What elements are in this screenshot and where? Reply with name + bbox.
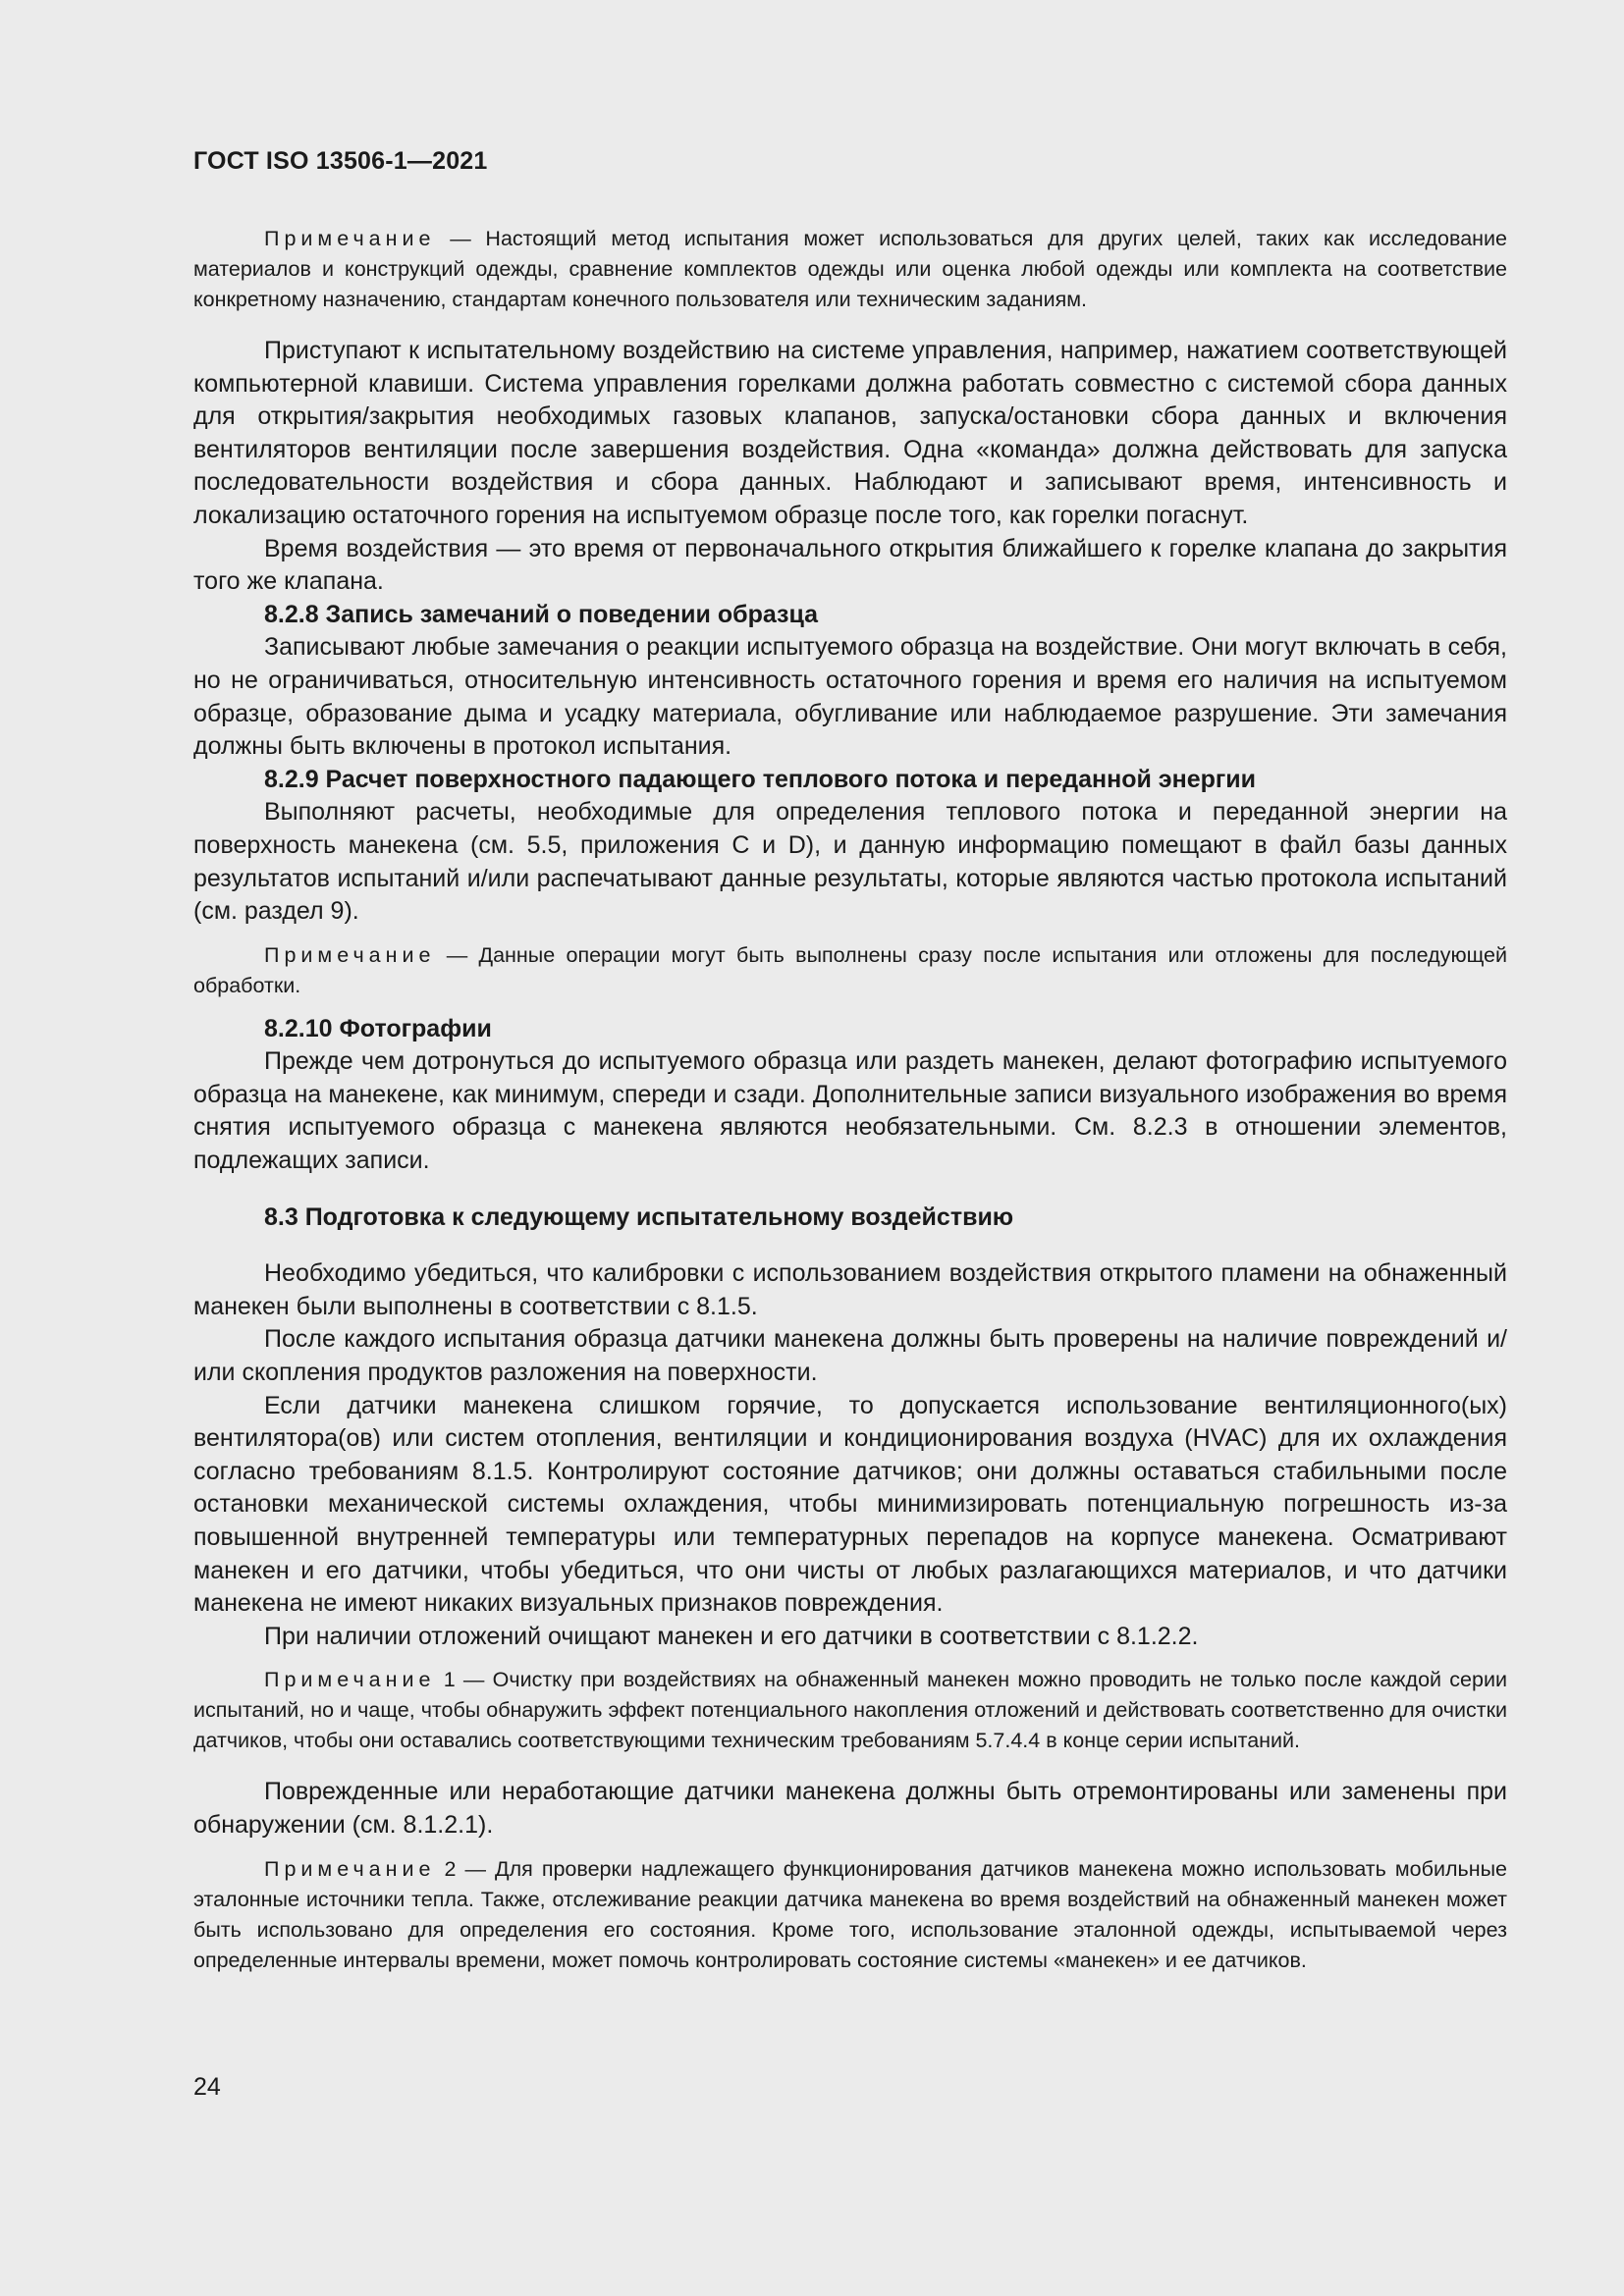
note-paragraph — [193, 224, 1507, 315]
note-label: Примечание — [264, 227, 436, 250]
section-heading-8-2-10: 8.2.10 Фотографии — [264, 1014, 492, 1042]
note-paragraph — [193, 940, 1507, 1001]
section-heading-8-2-8: 8.2.8 Запись замечаний о поведении образца — [264, 600, 819, 628]
note-text: 2 — Для проверки надлежащего функционирования датчиков манекена можно использовать мобильные эталонные источники тепла. Также, отслеживание реакции датчика манекена во время воздействий на обнаженный манекен может быть использовано для определения его состояния. Кроме того, использование эталонной одежды, испытываемой через определенные интервалы времени, может помочь контролировать состояние системы «манекен» и ее датчиков. — [193, 1856, 1507, 1972]
body-paragraph: После каждого испытания образца датчики манекена должны быть проверены на наличие повреждений и/или скопления продуктов разложения на поверхности. — [193, 1325, 1507, 1387]
body-paragraph: Записывают любые замечания о реакции испытуемого образца на воздействие. Они могут включать в себя, но не ограничиваться, относительную интенсивность остаточного горения и время его наличия на испытуемом образце, образование дыма и усадку материала, обугливание или наблюдаемое разрушение. Эти замечания должны быть включены в протокол испытания. — [193, 633, 1507, 761]
page-number: 24 — [193, 2073, 221, 2101]
body-paragraph: Приступают к испытательному воздействию на системе управления, например, нажатием соответствующей компьютерной клавиши. Система управления горелками должна работать совместно с системой сбора данных для открытия/закрытия необходимых газовых клапанов, запуска/остановки сбора данных и включения вентиляторов вентиляции после завершения воздействия. Одна «команда» должна действовать для запуска последовательности воздействия и сбора данных. Наблюдают и записывают время, интенсивность и локализацию остаточного горения на испытуемом образце после того, как горелки погаснут. — [193, 337, 1507, 529]
note-text: — Настоящий метод испытания может использоваться для других целей, таких как исследование материалов и конструкций одежды, сравнение комплектов одежды или оценка любой одежды или комплекта на соответствие конкретному назначению, стандартам конечного пользователя или техническим заданиям. — [193, 227, 1507, 311]
body-paragraph: Прежде чем дотронуться до испытуемого образца или раздеть манекен, делают фотографию испытуемого образца на манекене, как минимум, спереди и сзади. Дополнительные записи визуального изображения во время снятия испытуемого образца с манекена являются необязательными. См. 8.2.3 в отношении элементов, подлежащих записи. — [193, 1047, 1507, 1175]
page-content — [193, 224, 1507, 1976]
body-paragraph: Время воздействия — это время от первоначального открытия ближайшего к горелке клапана до закрытия того же клапана. — [193, 534, 1507, 596]
note-text: — Данные операции могут быть выполнены сразу после испытания или отложены для последующей обработки. — [193, 942, 1507, 997]
body-paragraph: Необходимо убедиться, что калибровки с использованием воздействия открытого пламени на обнаженный манекен были выполнены в соответствии с 8.1.5. — [193, 1259, 1507, 1320]
section-heading-8-2-9: 8.2.9 Расчет поверхностного падающего теплового потока и переданной энергии — [264, 765, 1257, 793]
note-label: Примечание — [264, 1856, 436, 1881]
standard-header: ГОСТ ISO 13506-1—2021 — [193, 147, 488, 175]
body-paragraph: При наличии отложений очищают манекен и его датчики в соответствии с 8.1.2.2. — [264, 1622, 1199, 1650]
section-heading-8-3: 8.3 Подготовка к следующему испытательному воздействию — [264, 1202, 1014, 1231]
body-paragraph: Поврежденные или неработающие датчики манекена должны быть отремонтированы или заменены при обнаружении (см. 8.1.2.1). — [193, 1778, 1507, 1839]
body-paragraph: Выполняют расчеты, необходимые для определения теплового потока и переданной энергии на поверхность манекена (см. 5.5, приложения С и D), и данную информацию помещают в файл базы данных результатов испытаний и/или распечатывают данные результаты, которые являются частью протокола испытаний (см. раздел 9). — [193, 798, 1507, 926]
note-label: Примечание — [264, 1668, 436, 1692]
note-label: Примечание — [264, 942, 436, 967]
note-text: 1 — Очистку при воздействиях на обнаженный манекен можно проводить не только после каждой серии испытаний, но и чаще, чтобы обнаружить эффект потенциального накопления отложений и действовать соответственно для очистки датчиков, чтобы они оставались соответствующими техническим требованиям 5.7.4.4 в конце серии испытаний. — [193, 1668, 1507, 1753]
note-paragraph — [193, 1854, 1507, 1976]
body-paragraph: Если датчики манекена слишком горячие, то допускается использование вентиляционного(ых) вентилятора(ов) или систем отопления, вентиляции и кондиционирования воздуха (HVAC) для их охлаждения согласно требованиям 8.1.5. Контролируют состояние датчиков; они должны оставаться стабильными после остановки механической системы охлаждения, чтобы минимизировать потенциальную погрешность из-за повышенной внутренней температуры или температурных перепадов на корпусе манекена. Осматривают манекен и его датчики, чтобы убедиться, что они чисты от любых разлагающихся материалов, и что датчики манекена не имеют никаких визуальных признаков повреждения. — [193, 1391, 1507, 1618]
note-paragraph — [193, 1665, 1507, 1756]
